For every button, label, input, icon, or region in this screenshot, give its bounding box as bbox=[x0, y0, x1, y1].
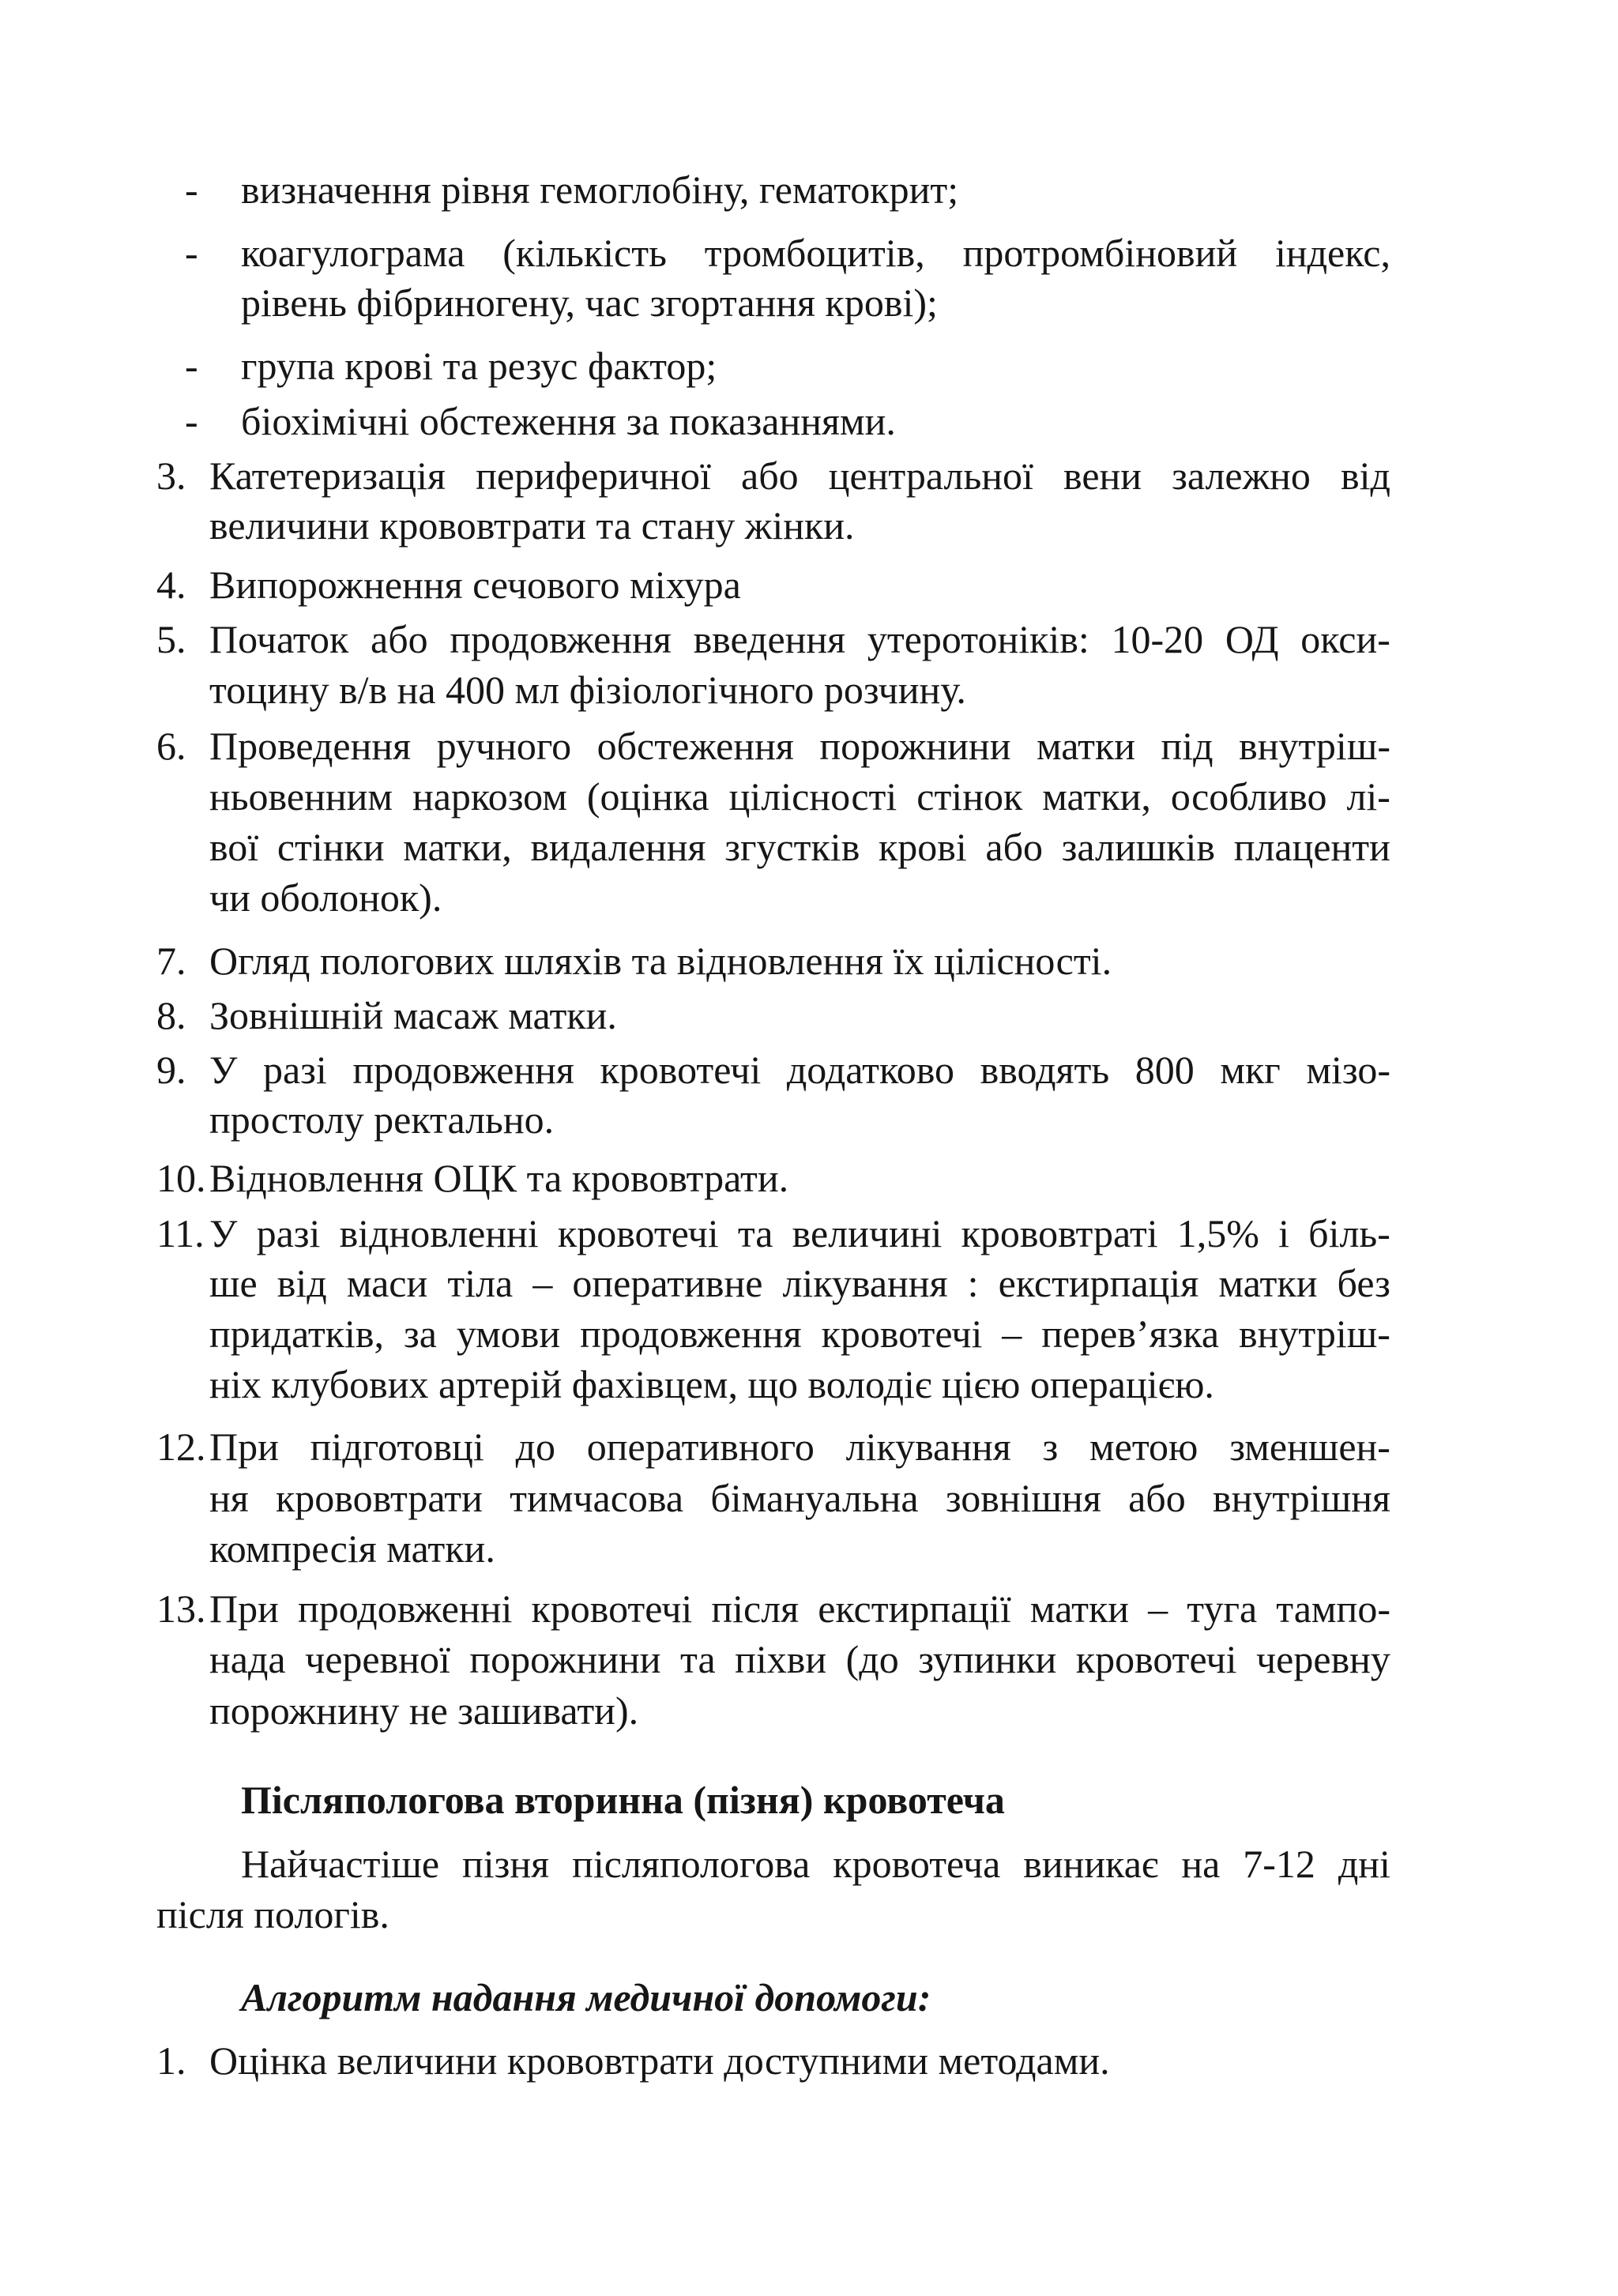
step-line: чи оболонок). bbox=[209, 875, 442, 920]
word: бімануальна bbox=[710, 1476, 919, 1520]
word: черевної bbox=[305, 1637, 450, 1681]
step-line bbox=[209, 615, 1390, 663]
step-line bbox=[209, 1259, 1390, 1307]
word: протромбіновий bbox=[962, 231, 1238, 275]
word: величині bbox=[792, 1211, 943, 1255]
word: ньовенним bbox=[209, 774, 393, 819]
paragraph-line-1 bbox=[241, 1840, 1390, 1888]
word: – bbox=[1148, 1586, 1168, 1631]
word: та bbox=[679, 1637, 716, 1681]
word: особливо bbox=[1170, 774, 1327, 819]
word: наркозом bbox=[412, 774, 567, 819]
bullet-line bbox=[241, 229, 1390, 277]
word: видалення bbox=[530, 825, 706, 869]
word: лікування bbox=[845, 1425, 1011, 1469]
step-number: 4. bbox=[156, 563, 186, 607]
word: порожнини bbox=[469, 1637, 661, 1681]
word: продовження bbox=[450, 617, 672, 661]
step-number: 11. bbox=[156, 1211, 205, 1255]
word: з bbox=[1042, 1425, 1059, 1469]
word: кровотечі bbox=[821, 1312, 983, 1356]
word: під bbox=[1161, 724, 1214, 768]
word: кровотечі bbox=[600, 1048, 762, 1092]
word: обстеження bbox=[596, 724, 794, 768]
word: або bbox=[371, 617, 428, 661]
word: або bbox=[1128, 1476, 1186, 1520]
bullet-marker: - bbox=[185, 167, 198, 212]
word: При bbox=[209, 1425, 279, 1469]
word: вої bbox=[209, 825, 259, 869]
bullet-line: біохімічні обстеження за показаннями. bbox=[241, 399, 896, 443]
step-number: 8. bbox=[156, 993, 186, 1037]
word: (до bbox=[845, 1637, 899, 1681]
word: дні bbox=[1338, 1842, 1390, 1886]
word: піхви bbox=[735, 1637, 827, 1681]
word: 7-12 bbox=[1243, 1842, 1315, 1886]
step-number: 9. bbox=[156, 1048, 186, 1092]
word: центральної bbox=[828, 454, 1033, 498]
step-number: 7. bbox=[156, 939, 186, 983]
word: матки bbox=[1036, 724, 1136, 768]
word: вводять bbox=[980, 1048, 1110, 1092]
word: продовження bbox=[352, 1048, 574, 1092]
word: мкг bbox=[1220, 1048, 1281, 1092]
word: придатків, bbox=[209, 1312, 384, 1356]
step-line bbox=[209, 1310, 1390, 1357]
word: Найчастіше bbox=[241, 1842, 440, 1886]
word: утеротоніків: bbox=[867, 617, 1089, 661]
step-line: Випорожнення сечового міхура bbox=[209, 563, 741, 607]
word: оперативне bbox=[572, 1261, 763, 1305]
word: порожнини bbox=[819, 724, 1011, 768]
word: тампо- bbox=[1276, 1586, 1390, 1631]
bullet-line: визначення рівня гемоглобіну, гематокрит; bbox=[241, 167, 959, 212]
word: післяпологова bbox=[572, 1842, 811, 1886]
word: від bbox=[1341, 454, 1390, 498]
step-line: Огляд пологових шляхів та відновлення їх цілісності. bbox=[209, 939, 1112, 983]
word: черевну bbox=[1256, 1637, 1390, 1681]
bullet-marker: - bbox=[185, 344, 198, 388]
step-line bbox=[209, 1585, 1390, 1632]
final-step-text: Оцінка величини крововтрати доступними методами. bbox=[209, 2038, 1110, 2083]
word: – bbox=[1002, 1312, 1022, 1356]
word: окси- bbox=[1300, 617, 1390, 661]
word: ше bbox=[209, 1261, 258, 1305]
word: (кількість bbox=[502, 231, 667, 275]
word: згустків bbox=[724, 825, 860, 869]
word: додатково bbox=[786, 1048, 955, 1092]
word: пізня bbox=[461, 1842, 550, 1886]
word: індекс, bbox=[1274, 231, 1390, 275]
word: кровотечі bbox=[531, 1586, 693, 1631]
word: матки bbox=[1218, 1261, 1318, 1305]
bullet-line: рівень фібриногену, час згортання крові); bbox=[241, 280, 938, 325]
word: лі- bbox=[1346, 774, 1390, 819]
word: метою bbox=[1089, 1425, 1198, 1469]
word: крововтраті bbox=[961, 1211, 1158, 1255]
word: ня bbox=[209, 1476, 249, 1520]
word: зупинки bbox=[918, 1637, 1057, 1681]
step-line: простолу ректально. bbox=[209, 1097, 555, 1142]
word: – bbox=[532, 1261, 553, 1305]
step-number: 3. bbox=[156, 454, 186, 498]
word: продовженні bbox=[297, 1586, 513, 1631]
word: ОД bbox=[1225, 617, 1279, 661]
step-number: 6. bbox=[156, 724, 186, 768]
step-line: ніх клубових артерій фахівцем, що володіє цією операцією. bbox=[209, 1362, 1214, 1406]
step-line bbox=[209, 1474, 1390, 1522]
step-number: 12. bbox=[156, 1425, 206, 1469]
word: коагулограма bbox=[241, 231, 465, 275]
word: : bbox=[967, 1261, 979, 1305]
bullet-line: група крові та резус фактор; bbox=[241, 344, 717, 388]
word: продовження bbox=[580, 1312, 802, 1356]
word: При bbox=[209, 1586, 279, 1631]
step-line bbox=[209, 722, 1390, 770]
word: ручного bbox=[436, 724, 572, 768]
step-line: Відновлення ОЦК та крововтрати. bbox=[209, 1156, 789, 1200]
step-line bbox=[209, 1635, 1390, 1683]
section-heading: Післяпологова вторинна (пізня) кровотеча bbox=[241, 1778, 1005, 1822]
paragraph-line-2: після пологів. bbox=[156, 1892, 389, 1937]
step-number: 13. bbox=[156, 1586, 206, 1631]
word: залежно bbox=[1172, 454, 1311, 498]
word: або bbox=[985, 825, 1044, 869]
algorithm-heading: Алгоритм надання медичної допомоги: bbox=[241, 1975, 931, 2019]
word: на bbox=[1181, 1842, 1221, 1886]
word: 800 bbox=[1134, 1048, 1195, 1092]
word: матки, bbox=[403, 825, 512, 869]
word: внутріш- bbox=[1239, 1312, 1390, 1356]
word: умови bbox=[456, 1312, 561, 1356]
word: (оцінка bbox=[586, 774, 709, 819]
final-step-number: 1. bbox=[156, 2038, 186, 2083]
word: і bbox=[1278, 1211, 1289, 1255]
step-line bbox=[209, 1210, 1390, 1257]
step-line: компресія матки. bbox=[209, 1526, 495, 1571]
step-line bbox=[209, 1046, 1390, 1093]
word: виникає bbox=[1023, 1842, 1159, 1886]
word: периферичної bbox=[476, 454, 711, 498]
word: до bbox=[515, 1425, 556, 1469]
word: без bbox=[1337, 1261, 1390, 1305]
step-number: 5. bbox=[156, 617, 186, 661]
word: внутрішня bbox=[1212, 1476, 1390, 1520]
word: залишків bbox=[1061, 825, 1216, 869]
word: 10-20 bbox=[1111, 617, 1204, 661]
step-line: Зовнішній масаж матки. bbox=[209, 993, 617, 1037]
word: 1,5% bbox=[1176, 1211, 1259, 1255]
word: нада bbox=[209, 1637, 286, 1681]
word: Проведення bbox=[209, 724, 412, 768]
word: зовнішня bbox=[945, 1476, 1101, 1520]
word: та bbox=[737, 1211, 773, 1255]
word: кровотечі bbox=[557, 1211, 719, 1255]
word: від bbox=[277, 1261, 327, 1305]
word: біль- bbox=[1308, 1211, 1390, 1255]
bullet-marker: - bbox=[185, 399, 198, 443]
step-number: 10. bbox=[156, 1156, 206, 1200]
word: цілісності bbox=[728, 774, 897, 819]
word: за bbox=[403, 1312, 437, 1356]
word: підготовці bbox=[310, 1425, 484, 1469]
word: тимчасова bbox=[510, 1476, 684, 1520]
step-line bbox=[209, 452, 1390, 499]
word: крововтрати bbox=[276, 1476, 483, 1520]
word: мізо- bbox=[1306, 1048, 1390, 1092]
bullet-marker: - bbox=[185, 231, 198, 275]
word: вени bbox=[1063, 454, 1142, 498]
word: або bbox=[741, 454, 799, 498]
word: крові bbox=[878, 825, 967, 869]
step-line: порожнину не зашивати). bbox=[209, 1688, 639, 1733]
word: екстирпації bbox=[818, 1586, 1011, 1631]
word: відновленні bbox=[339, 1211, 539, 1255]
word: У bbox=[209, 1048, 238, 1092]
word: разі bbox=[256, 1211, 321, 1255]
word: Катетеризація bbox=[209, 454, 446, 498]
word: кровотечі bbox=[1075, 1637, 1237, 1681]
step-line: тоцину в/в на 400 мл фізіологічного розчину. bbox=[209, 668, 966, 712]
word: тіла bbox=[447, 1261, 514, 1305]
word: зменшен- bbox=[1229, 1425, 1390, 1469]
word: плаценти bbox=[1233, 825, 1390, 869]
word: разі bbox=[262, 1048, 327, 1092]
step-line bbox=[209, 823, 1390, 871]
word: перев’язка bbox=[1041, 1312, 1220, 1356]
word: тромбоцитів, bbox=[704, 231, 925, 275]
word: лікування bbox=[782, 1261, 948, 1305]
word: матки, bbox=[1042, 774, 1151, 819]
word: внутріш- bbox=[1239, 724, 1390, 768]
word: оперативного bbox=[586, 1425, 815, 1469]
word: екстирпація bbox=[998, 1261, 1199, 1305]
word: маси bbox=[346, 1261, 428, 1305]
word: У bbox=[209, 1211, 238, 1255]
word: матки bbox=[1029, 1586, 1130, 1631]
step-line bbox=[209, 1423, 1390, 1470]
step-line bbox=[209, 773, 1390, 820]
word: кровотеча bbox=[833, 1842, 1001, 1886]
step-line: величини крововтрати та стану жінки. bbox=[209, 503, 855, 548]
word: Початок bbox=[209, 617, 349, 661]
word: стінки bbox=[277, 825, 385, 869]
word: туга bbox=[1187, 1586, 1258, 1631]
word: стінок bbox=[916, 774, 1023, 819]
word: після bbox=[711, 1586, 800, 1631]
word: введення bbox=[693, 617, 846, 661]
